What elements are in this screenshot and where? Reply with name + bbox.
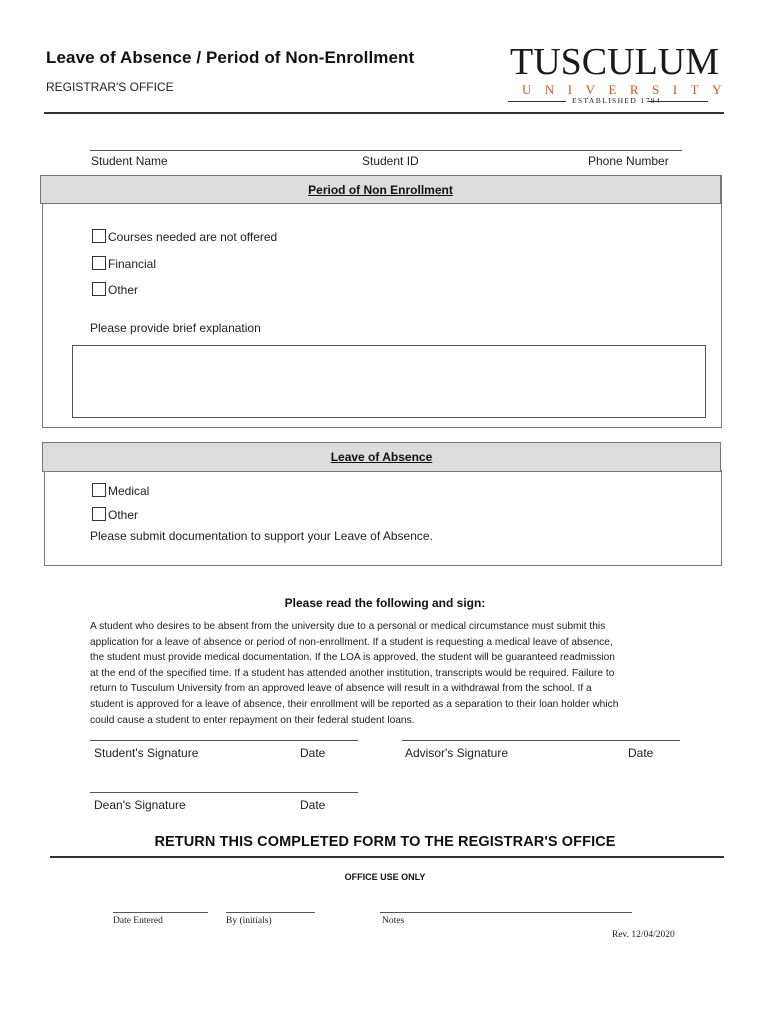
agreement-line: at the end of the specified time. If a student has attended another institution, transcripts would be required. Failure to — [90, 667, 615, 679]
logo-rule-left — [508, 101, 566, 102]
explanation-textarea[interactable] — [72, 345, 706, 418]
notes-line[interactable] — [380, 912, 632, 913]
logo-rule-right — [648, 101, 708, 102]
agreement-line: return to Tusculum University from an approved leave of absence will result in a withdrawal from the school. If a — [90, 683, 592, 695]
option-label: Courses needed are not offered — [108, 230, 278, 244]
checkbox-box[interactable] — [92, 256, 106, 270]
logo-name: TUSCULUM — [510, 41, 720, 83]
checkbox-medical[interactable] — [92, 483, 149, 498]
agreement-line: could cause a student to enter repayment on their federal student loans. — [90, 714, 415, 726]
agreement-line: student is approved for a leave of absence, their enrollment will be reported as a separation to their loan holder which — [90, 698, 619, 710]
checkbox-courses-not-offered[interactable] — [92, 229, 277, 244]
page-title: Leave of Absence / Period of Non-Enrollment — [46, 48, 415, 67]
agreement-paragraph — [90, 619, 688, 728]
checkbox-box[interactable] — [92, 282, 106, 296]
date-entered-line[interactable] — [113, 912, 208, 913]
dean-signature-line[interactable] — [90, 792, 358, 793]
advisor-signature-label: Advisor's Signature — [405, 746, 509, 760]
date-entered-label: Date Entered — [113, 916, 163, 926]
option-label: Medical — [108, 484, 150, 498]
documentation-note: Please submit documentation to support your Leave of Absence. — [90, 529, 433, 543]
revision-date: Rev. 12/04/2020 — [612, 930, 675, 940]
advisor-signature-line[interactable] — [402, 740, 680, 741]
initials-label: By (initials) — [226, 916, 272, 926]
logo-established: ESTABLISHED 1794 — [572, 96, 662, 105]
dean-date-label: Date — [300, 798, 326, 812]
tusculum-logo — [508, 40, 735, 108]
phone-number-label: Phone Number — [588, 154, 669, 168]
checkbox-box[interactable] — [92, 483, 106, 497]
checkbox-box[interactable] — [92, 507, 106, 521]
option-label: Other — [108, 508, 139, 522]
leave-heading: Leave of Absence — [42, 442, 721, 472]
student-id-label: Student ID — [362, 154, 419, 168]
initials-line[interactable] — [226, 912, 315, 913]
student-info-line[interactable] — [90, 150, 682, 151]
non-enrollment-heading: Period of Non Enrollment — [40, 175, 721, 204]
option-label: Financial — [108, 257, 157, 271]
agreement-line: the student must provide medical documentation. If the LOA is approved, the student will be guaranteed readmission — [90, 652, 615, 664]
explanation-label: Please provide brief explanation — [90, 321, 261, 335]
page-subtitle: REGISTRAR'S OFFICE — [46, 80, 174, 94]
student-date-label: Date — [300, 746, 326, 760]
header-divider — [44, 112, 724, 114]
student-name-label: Student Name — [91, 154, 168, 168]
return-instruction: RETURN THIS COMPLETED FORM TO THE REGISTRAR'S OFFICE — [154, 834, 616, 850]
checkbox-other-leave[interactable] — [92, 507, 138, 522]
advisor-date-label: Date — [628, 746, 654, 760]
checkbox-box[interactable] — [92, 229, 106, 243]
agreement-line: application for a leave of absence or period of non-enrollment. If a student is requesting a medical leave of absence, — [90, 636, 613, 648]
logo-university: UNIVERSITY — [522, 82, 735, 97]
dean-signature-label: Dean's Signature — [94, 798, 186, 812]
student-signature-label: Student's Signature — [94, 746, 199, 760]
student-signature-line[interactable] — [90, 740, 358, 741]
checkbox-financial[interactable] — [92, 256, 156, 271]
footer-divider — [50, 856, 724, 858]
checkbox-other-non-enrollment[interactable] — [92, 282, 138, 297]
agreement-line: A student who desires to be absent from the university due to a personal or medical circumstance must submit this — [90, 621, 606, 632]
option-label: Other — [108, 283, 139, 297]
notes-label: Notes — [382, 916, 405, 926]
agreement-heading: Please read the following and sign: — [284, 596, 486, 610]
office-use-heading: OFFICE USE ONLY — [344, 872, 426, 882]
